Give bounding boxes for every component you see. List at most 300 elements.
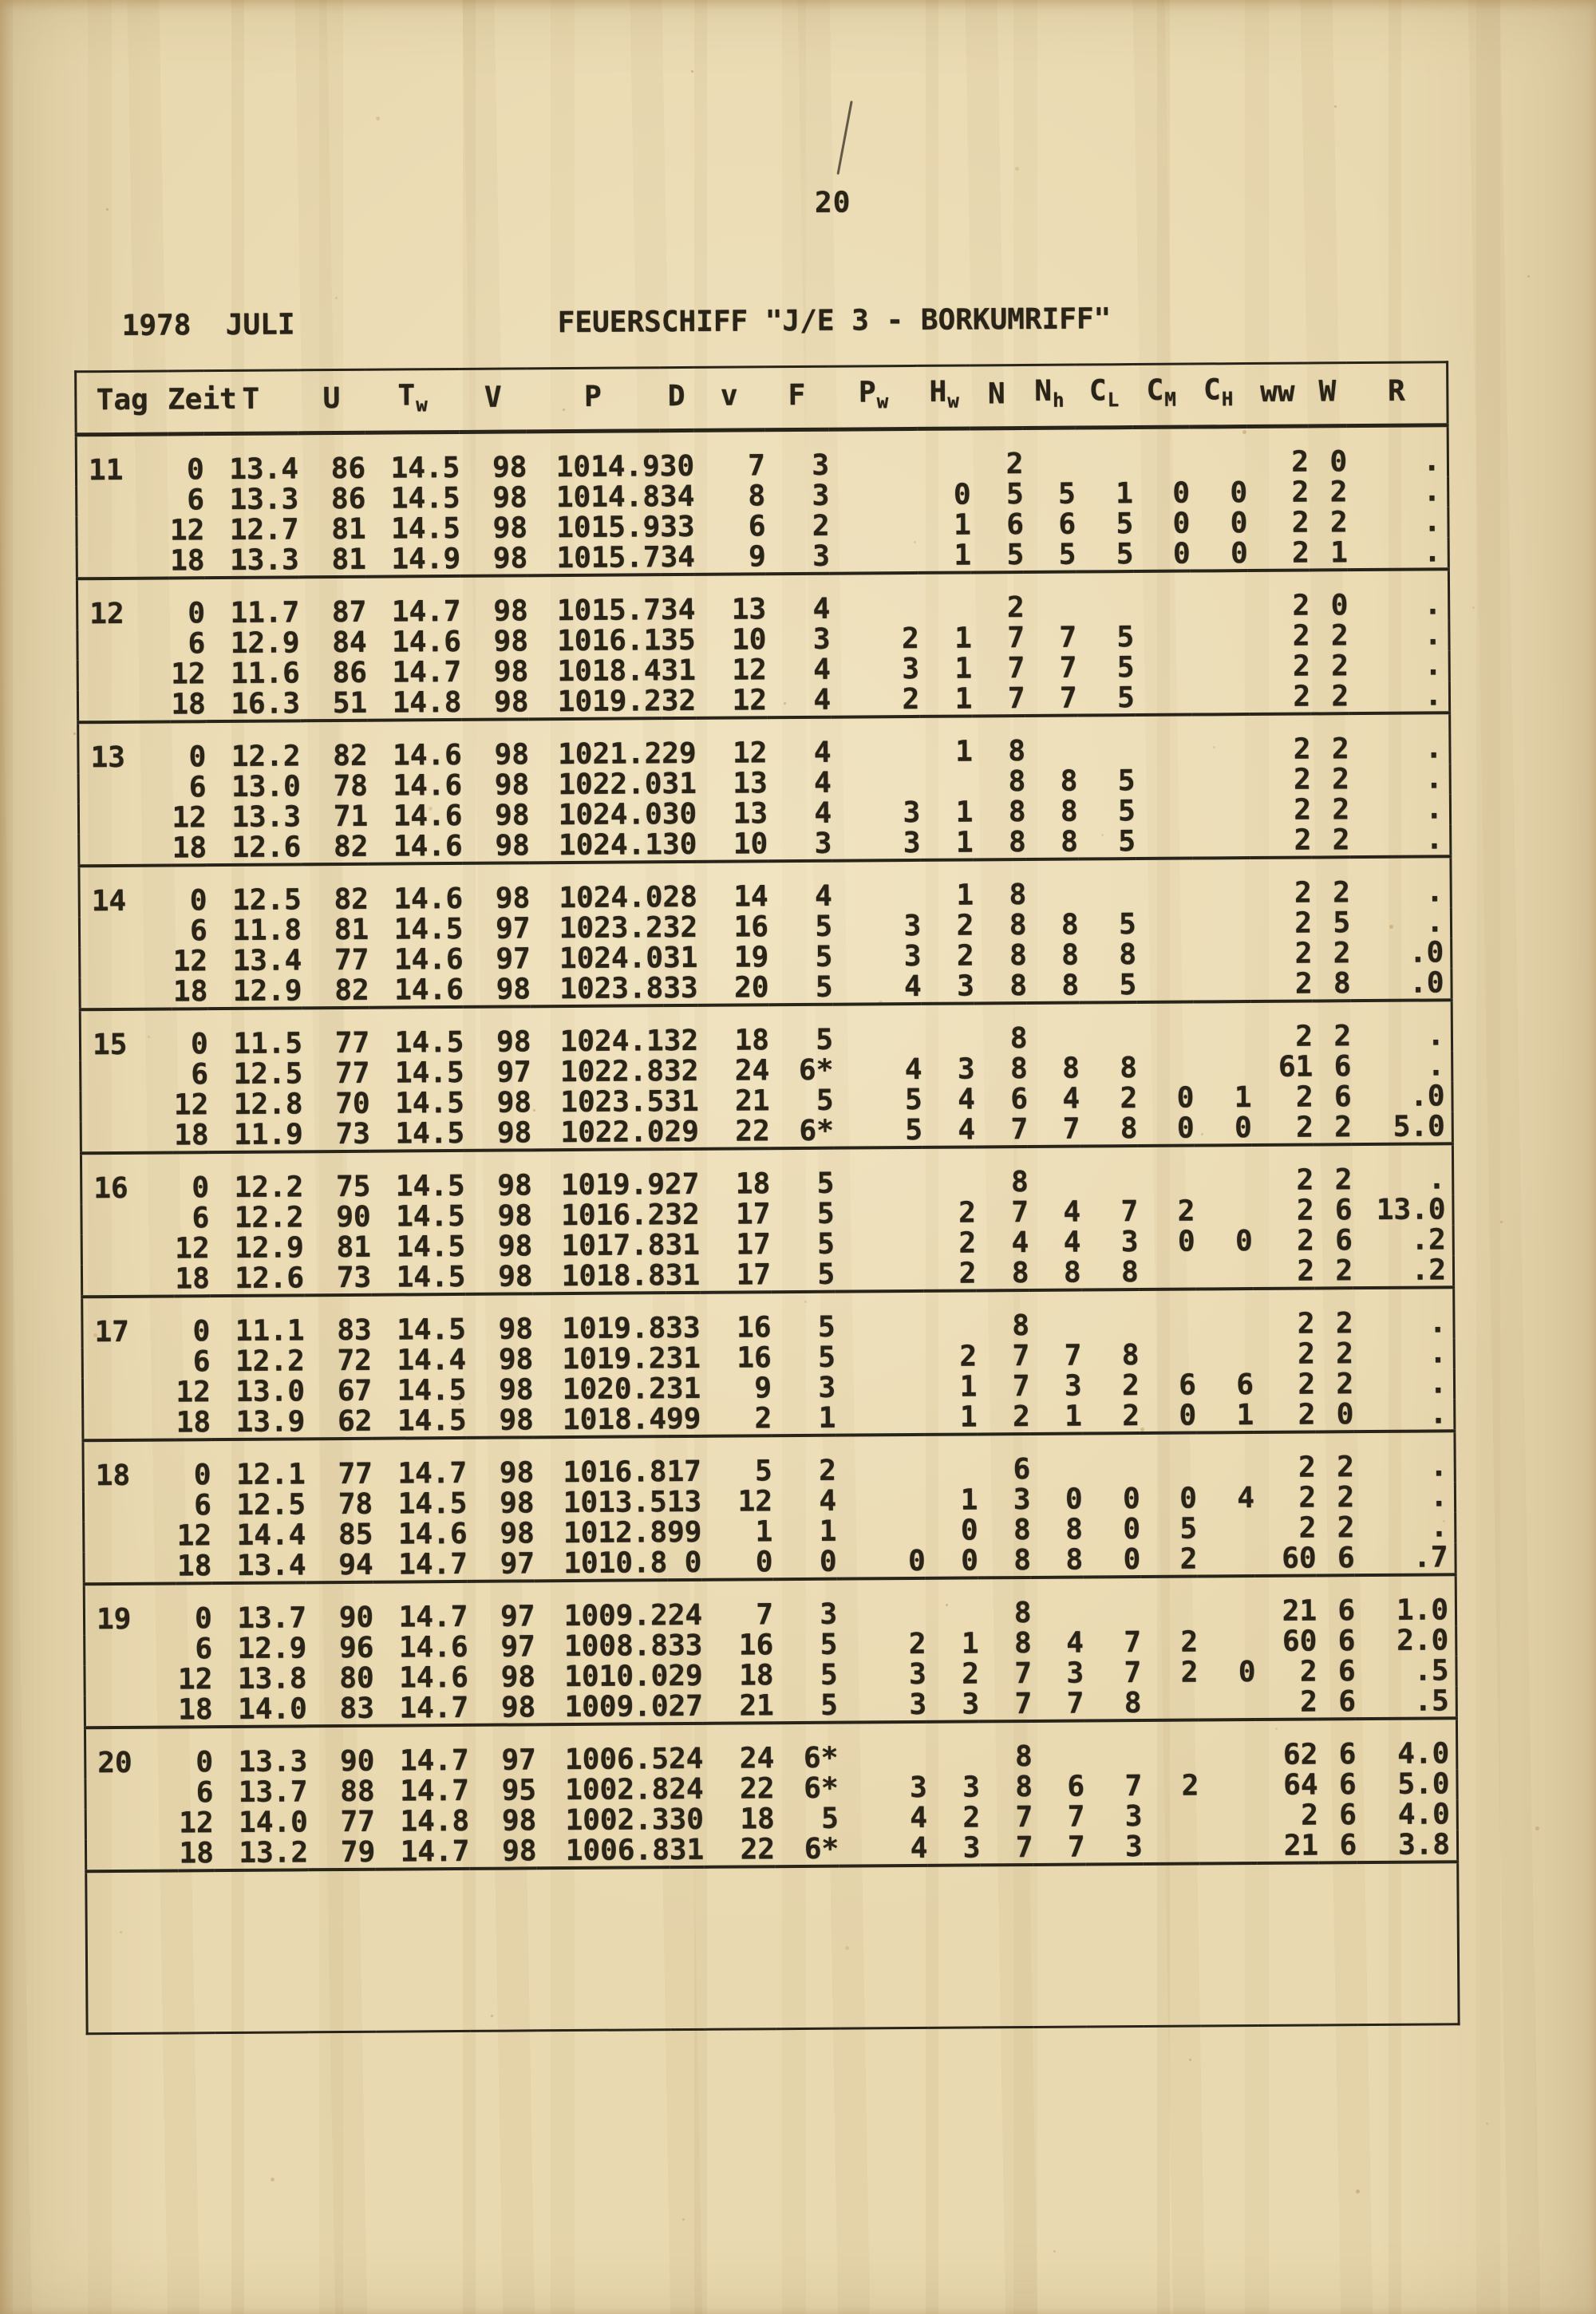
cell-cm: 0 [1179, 1399, 1197, 1432]
cell-p: 1008.8 [563, 1629, 669, 1664]
cell-zeit: 18 [174, 1119, 209, 1152]
cell-u: 77 [334, 1056, 370, 1091]
cell-d: 99 [666, 1515, 702, 1550]
cell-nh: 7 [1059, 681, 1077, 715]
cell-cm [1132, 427, 1190, 479]
cell-d: 32 [662, 910, 698, 945]
cell-d: 29 [668, 1659, 703, 1693]
title-year-month: 1978 JULI [121, 308, 295, 342]
cell-w: 6 [1338, 1768, 1357, 1802]
cell-w: 2 [1331, 733, 1349, 766]
cell-ww: 2 [1291, 445, 1310, 479]
cell-v-small: 13 [733, 797, 768, 831]
cell-f: 4 [812, 592, 831, 626]
cell-cm [1138, 1146, 1195, 1197]
cell-hw: 1 [959, 1370, 978, 1404]
cell-r: 3.8 [1397, 1828, 1451, 1862]
cell-u: 73 [335, 1117, 371, 1151]
cell-cm [1134, 622, 1191, 653]
cell-ww: 2 [1294, 823, 1312, 857]
cell-v-small: 18 [740, 1803, 775, 1836]
cell-w: 2 [1333, 937, 1351, 970]
cell-p: 1014.9 [555, 450, 660, 484]
cell-nh: 4 [1063, 1195, 1081, 1229]
cell-cm [1135, 715, 1192, 766]
cell-f: 4 [813, 766, 832, 800]
cell-tw: 14.5 [396, 1230, 466, 1264]
cell-ch [1191, 765, 1249, 796]
cell-ch: 0 [1234, 1112, 1252, 1145]
cell-pw [834, 1147, 923, 1199]
cell-tw: 14.5 [390, 451, 460, 485]
cell-ch [1195, 1196, 1252, 1227]
cell-u: 77 [334, 943, 369, 977]
cell-d: 28 [662, 880, 697, 914]
cell-ww: 2 [1298, 1481, 1317, 1514]
cell-t: 14.0 [238, 1806, 308, 1839]
cell-u: 73 [336, 1261, 372, 1295]
cell-nh [1023, 428, 1076, 480]
cell-p: 1023.8 [559, 972, 664, 1006]
cell-cl: 3 [1120, 1226, 1139, 1259]
cell-f: 6* [799, 1114, 834, 1147]
cell-cl: 7 [1124, 1626, 1142, 1660]
cell-nh: 8 [1061, 938, 1079, 972]
cell-zeit: 18 [176, 1406, 211, 1439]
cell-cm [1140, 1433, 1197, 1484]
cell-cm: 0 [1172, 507, 1191, 540]
cell-r: . [1430, 1480, 1448, 1514]
cell-w: 2 [1333, 876, 1350, 910]
cell-d: 34 [660, 540, 695, 575]
cell-t: 13.0 [231, 770, 301, 804]
cell-cl: 8 [1120, 1112, 1138, 1146]
cell-ch: 1 [1234, 1081, 1252, 1115]
cell-tag [84, 1521, 176, 1552]
cell-ch [1197, 1514, 1254, 1545]
cell-d: 24 [667, 1598, 703, 1633]
cell-zeit: 6 [188, 627, 206, 661]
cell-r: . [1423, 444, 1441, 478]
cell-v-big: 98 [493, 685, 529, 719]
cell-t: 12.9 [234, 1231, 304, 1265]
cell-hw: 2 [958, 1226, 977, 1260]
cell-cl: 7 [1120, 1195, 1139, 1229]
cell-u: 84 [332, 626, 367, 660]
column-header-cl: $C_L$ [1075, 365, 1133, 428]
cell-pw [835, 1229, 923, 1260]
column-header-ch: $C_H$ [1189, 364, 1247, 428]
cell-cm [1136, 940, 1193, 970]
cell-w: 1 [1330, 536, 1349, 570]
cell-ww: 2 [1296, 1224, 1314, 1258]
cell-d: 32 [663, 1024, 699, 1058]
column-header-pw: $P_w$ [828, 365, 918, 429]
cell-p: 1024.1 [558, 828, 663, 863]
cell-w: 2 [1329, 476, 1348, 509]
cell-zeit: 18 [175, 1262, 210, 1296]
cell-u: 85 [338, 1518, 373, 1552]
cell-cl: 5 [1116, 538, 1134, 571]
cell-nh [1025, 716, 1078, 767]
cell-r: .7 [1413, 1541, 1448, 1574]
cell-cm [1135, 766, 1191, 796]
cell-p: 1017.8 [561, 1229, 666, 1263]
day-group-19 [84, 1574, 1456, 1728]
cell-cl: 5 [1116, 507, 1134, 541]
cell-t: 11.5 [233, 1027, 303, 1060]
cell-p: 1009.2 [563, 1599, 668, 1633]
cell-r: . [1428, 1163, 1446, 1196]
cell-v-small: 22 [735, 1115, 770, 1148]
cell-tw: 14.5 [395, 1169, 465, 1203]
cell-n: 6 [1013, 1452, 1031, 1487]
cell-cm [1134, 571, 1191, 622]
cell-v-big: 98 [493, 594, 528, 628]
cell-f: 5 [820, 1628, 838, 1661]
cell-zeit: 18 [178, 1693, 213, 1727]
cell-n: 2 [1005, 448, 1024, 481]
cell-f: 6* [804, 1832, 839, 1866]
cell-v-small: 9 [754, 1372, 772, 1405]
cell-ch: 0 [1230, 537, 1248, 571]
cell-n: 8 [1008, 795, 1026, 829]
cell-ww: 2 [1291, 536, 1310, 570]
cell-f: 4 [814, 879, 832, 913]
cell-zeit: 6 [192, 1345, 211, 1379]
cell-nh: 8 [1063, 1256, 1081, 1289]
cell-r: .5 [1414, 1684, 1449, 1718]
cell-cl: 3 [1124, 1830, 1143, 1864]
cell-v-small: 18 [734, 1024, 770, 1057]
cell-f: 3 [812, 622, 831, 656]
cell-tag [82, 1347, 174, 1378]
cell-hw: 1 [960, 1483, 978, 1517]
cell-pw [833, 1004, 922, 1056]
cell-d: 30 [669, 1803, 705, 1837]
day-group-12 [77, 569, 1449, 722]
cell-w: 2 [1331, 650, 1349, 683]
cell-pw: 3 [903, 909, 922, 943]
cell-ww: 2 [1296, 1194, 1314, 1227]
cell-p: 1013.5 [563, 1486, 667, 1520]
cell-v-big: 98 [500, 1691, 536, 1724]
cell-tw: 14.7 [400, 1834, 470, 1869]
cell-tw: 14.7 [398, 1547, 468, 1581]
cell-w: 6 [1333, 1050, 1352, 1084]
cell-ww: 2 [1295, 1020, 1314, 1053]
cell-r: .0 [1408, 966, 1444, 1000]
cell-zeit: 18 [179, 1837, 214, 1870]
cell-nh: 5 [1058, 538, 1077, 571]
cell-v-big: 98 [499, 1456, 535, 1490]
cell-nh: 8 [1061, 908, 1079, 942]
cell-p: 1019.8 [562, 1312, 666, 1346]
cell-tag [81, 1234, 173, 1265]
cell-u: 94 [338, 1548, 373, 1582]
cell-tw: 14.8 [392, 685, 462, 720]
cell-p: 1020.2 [562, 1372, 666, 1407]
cell-tag: 19 [96, 1602, 132, 1637]
cell-v-small: 13 [733, 767, 768, 800]
cell-pw [830, 541, 918, 574]
cell-nh: 8 [1060, 825, 1078, 859]
cell-t: 13.3 [229, 483, 299, 516]
cell-p: 1016.8 [563, 1455, 667, 1490]
cell-w: 2 [1334, 1163, 1353, 1197]
cell-n: 7 [1015, 1800, 1033, 1834]
cell-v-big: 97 [495, 912, 531, 946]
column-header-hw: $H_w$ [917, 365, 970, 428]
cell-v-small: 20 [733, 971, 769, 1005]
title-station: FEUERSCHIFF "J/E 3 - BORKUMRIFF" [557, 302, 1112, 340]
cell-tag [78, 803, 170, 834]
cell-tag: 11 [88, 453, 124, 488]
cell-w: 6 [1338, 1685, 1357, 1719]
cell-nh: 3 [1064, 1369, 1082, 1403]
cell-d: 24 [669, 1772, 704, 1807]
cell-tw: 14.5 [394, 1086, 464, 1120]
cell-nh: 8 [1065, 1513, 1083, 1546]
cell-nh: 8 [1061, 1052, 1080, 1085]
cell-ch [1195, 1289, 1254, 1341]
cell-pw [836, 1516, 925, 1547]
cell-v-small: 10 [733, 827, 768, 861]
cell-t: 13.0 [235, 1375, 306, 1408]
cell-v-big: 98 [495, 882, 531, 915]
column-header-tw: $T_w$ [365, 369, 460, 432]
cell-ch: 6 [1236, 1368, 1254, 1402]
cell-t: 14.0 [237, 1692, 307, 1726]
cell-cm [1139, 1289, 1196, 1341]
cell-n: 8 [1009, 908, 1027, 942]
cell-ch [1194, 1052, 1251, 1084]
cell-hw: 1 [955, 796, 974, 829]
cell-cl [1077, 715, 1136, 767]
cell-n: 7 [1011, 1195, 1029, 1230]
cell-u: 81 [331, 512, 366, 547]
cell-cm: 5 [1179, 1512, 1198, 1546]
cell-d: 27 [664, 1167, 700, 1202]
cell-f: 2 [818, 1454, 836, 1487]
row-day12-t0 [77, 569, 1448, 630]
cell-n: 3 [1013, 1483, 1031, 1517]
cell-ch [1197, 1576, 1255, 1628]
cell-pw: 3 [903, 796, 921, 830]
cell-zeit: 0 [189, 884, 207, 918]
cell-n: 7 [1014, 1687, 1033, 1721]
cell-tw: 14.6 [399, 1660, 469, 1695]
cell-tw: 14.5 [396, 1260, 466, 1294]
cell-ch [1199, 1831, 1257, 1864]
cell-t: 12.2 [235, 1345, 305, 1378]
cell-nh: 8 [1060, 764, 1078, 798]
cell-w: 2 [1336, 1337, 1354, 1371]
cell-v-big: 98 [499, 1487, 535, 1520]
day-group-17 [82, 1287, 1455, 1440]
cell-nh: 8 [1061, 969, 1080, 1002]
cell-r: . [1423, 535, 1441, 569]
row-day17-t0 [82, 1287, 1454, 1348]
cell-tw: 14.4 [397, 1343, 467, 1377]
cell-v-big: 97 [500, 1600, 535, 1633]
cell-tw: 14.7 [391, 594, 461, 629]
cell-hw: 1 [954, 735, 973, 768]
cell-tag [80, 946, 172, 977]
cell-ww: 2 [1294, 876, 1312, 910]
cell-n: 8 [1012, 1309, 1030, 1343]
cell-v-small: 17 [736, 1258, 772, 1292]
cell-n: 2 [1012, 1400, 1030, 1434]
cell-v-small: 13 [731, 593, 767, 626]
cell-hw: 1 [959, 1400, 978, 1434]
cell-cl [1082, 1433, 1140, 1485]
cell-v-big: 97 [496, 942, 531, 976]
cell-f: 3 [814, 827, 832, 860]
cell-zeit: 12 [177, 1663, 213, 1696]
cell-p: 1019.2 [562, 1342, 666, 1376]
cell-f: 5 [821, 1802, 839, 1835]
cell-t: 11.9 [233, 1118, 303, 1151]
cell-d: 17 [666, 1455, 701, 1489]
cell-f: 5 [820, 1688, 839, 1722]
day-group-18 [83, 1431, 1456, 1584]
cell-ch [1195, 1257, 1253, 1289]
cell-cm [1135, 683, 1191, 715]
cell-tag [82, 1377, 174, 1408]
cell-t: 12.5 [236, 1488, 306, 1522]
cell-r: 5.0 [1397, 1767, 1450, 1801]
cell-d: 31 [661, 654, 696, 688]
cell-u: 90 [339, 1744, 375, 1779]
day-group-20 [85, 1718, 1457, 1871]
cell-v-small: 17 [736, 1228, 771, 1262]
cell-u: 71 [333, 800, 369, 834]
cell-ch: 0 [1235, 1225, 1253, 1258]
cell-w: 2 [1337, 1451, 1355, 1484]
row-day20-t0 [85, 1718, 1456, 1779]
cell-zeit: 0 [188, 740, 207, 774]
cell-pw: 0 [907, 1544, 926, 1578]
cell-ch: 1 [1236, 1399, 1254, 1432]
cell-nh [1028, 1147, 1080, 1198]
cell-tw: 14.5 [395, 1199, 465, 1234]
cell-tag [80, 977, 172, 1009]
cell-w: 6 [1334, 1194, 1353, 1227]
cell-nh: 7 [1059, 621, 1077, 654]
cell-r: .0 [1409, 1080, 1445, 1113]
cell-hw: 1 [961, 1627, 979, 1660]
cell-r: . [1424, 649, 1442, 682]
cell-u: 83 [339, 1692, 375, 1726]
cell-ww: 2 [1294, 793, 1312, 827]
cell-nh: 4 [1066, 1626, 1084, 1660]
cell-ww: 21 [1283, 1829, 1319, 1862]
cell-u: 82 [334, 883, 369, 917]
cell-nh [1030, 1434, 1083, 1485]
cell-hw: 3 [962, 1688, 980, 1721]
cell-u: 78 [338, 1487, 373, 1522]
cell-hw [922, 1003, 975, 1054]
cell-n: 8 [1008, 734, 1026, 768]
cell-pw [836, 1435, 925, 1487]
cell-r: 1.0 [1396, 1593, 1449, 1627]
column-header-n: N [970, 365, 1023, 428]
cell-tw: 14.7 [400, 1774, 469, 1808]
cell-n: 7 [1012, 1339, 1030, 1373]
column-header-v-big: V [459, 369, 527, 432]
cell-r: 5.0 [1393, 1110, 1445, 1143]
cell-w: 0 [1336, 1398, 1354, 1431]
cell-u: 77 [338, 1457, 373, 1491]
cell-nh: 7 [1066, 1687, 1084, 1720]
cell-r: . [1425, 875, 1444, 909]
cell-ch [1193, 939, 1250, 970]
cell-n: 7 [1014, 1657, 1033, 1691]
cell-hw: 3 [957, 969, 975, 1003]
cell-v-small: 16 [738, 1629, 774, 1662]
cell-w: 2 [1337, 1511, 1355, 1545]
cell-t: 12.2 [234, 1171, 304, 1204]
cell-ww: 2 [1293, 680, 1311, 713]
pen-slash-mark [836, 101, 852, 175]
cell-p: 1014.8 [555, 480, 661, 515]
cell-cl: 5 [1116, 681, 1135, 715]
cell-pw: 3 [908, 1657, 926, 1692]
cell-v-big: 98 [494, 768, 530, 802]
cell-pw [836, 1342, 924, 1373]
cell-w: 0 [1329, 445, 1348, 479]
cell-w: 2 [1333, 1020, 1352, 1053]
cell-v-small: 7 [748, 449, 766, 483]
cell-t: 12.5 [233, 1057, 303, 1091]
cell-r: . [1429, 1397, 1448, 1431]
cell-cl: 8 [1120, 1256, 1139, 1289]
cell-nh [1031, 1578, 1084, 1629]
cell-v-big: 98 [499, 1404, 534, 1437]
cell-d: 31 [665, 1258, 701, 1293]
cell-f: 5 [820, 1658, 838, 1692]
cell-ch [1192, 826, 1250, 859]
cell-pw: 3 [909, 1688, 927, 1722]
cell-nh: 4 [1062, 1082, 1080, 1116]
cell-d: 35 [661, 623, 696, 657]
cell-v-small: 12 [732, 684, 768, 717]
cell-ch [1197, 1544, 1254, 1577]
cell-p: 1009.0 [564, 1690, 669, 1724]
cell-u: 86 [330, 482, 366, 516]
cell-d: 30 [659, 449, 695, 484]
cell-n: 8 [1010, 1165, 1029, 1199]
cell-nh [1024, 572, 1077, 623]
cell-cl: 8 [1120, 1052, 1138, 1085]
cell-v-big: 98 [492, 451, 527, 484]
cell-ww: 2 [1292, 619, 1310, 653]
cell-pw: 3 [903, 939, 922, 973]
cell-tag [85, 1664, 176, 1696]
cell-t: 12.6 [231, 831, 302, 864]
cell-f: 5 [816, 1197, 835, 1230]
cell-tag: 14 [91, 884, 127, 918]
cell-ww: 2 [1298, 1398, 1316, 1431]
cell-pw: 4 [910, 1831, 928, 1866]
cell-tw: 14.5 [390, 511, 460, 546]
cell-p: 1018.8 [561, 1259, 666, 1293]
cell-tag [84, 1551, 176, 1584]
cell-v-big: 97 [501, 1743, 536, 1777]
cell-zeit: 12 [176, 1376, 211, 1409]
cell-cl: 0 [1123, 1543, 1141, 1577]
